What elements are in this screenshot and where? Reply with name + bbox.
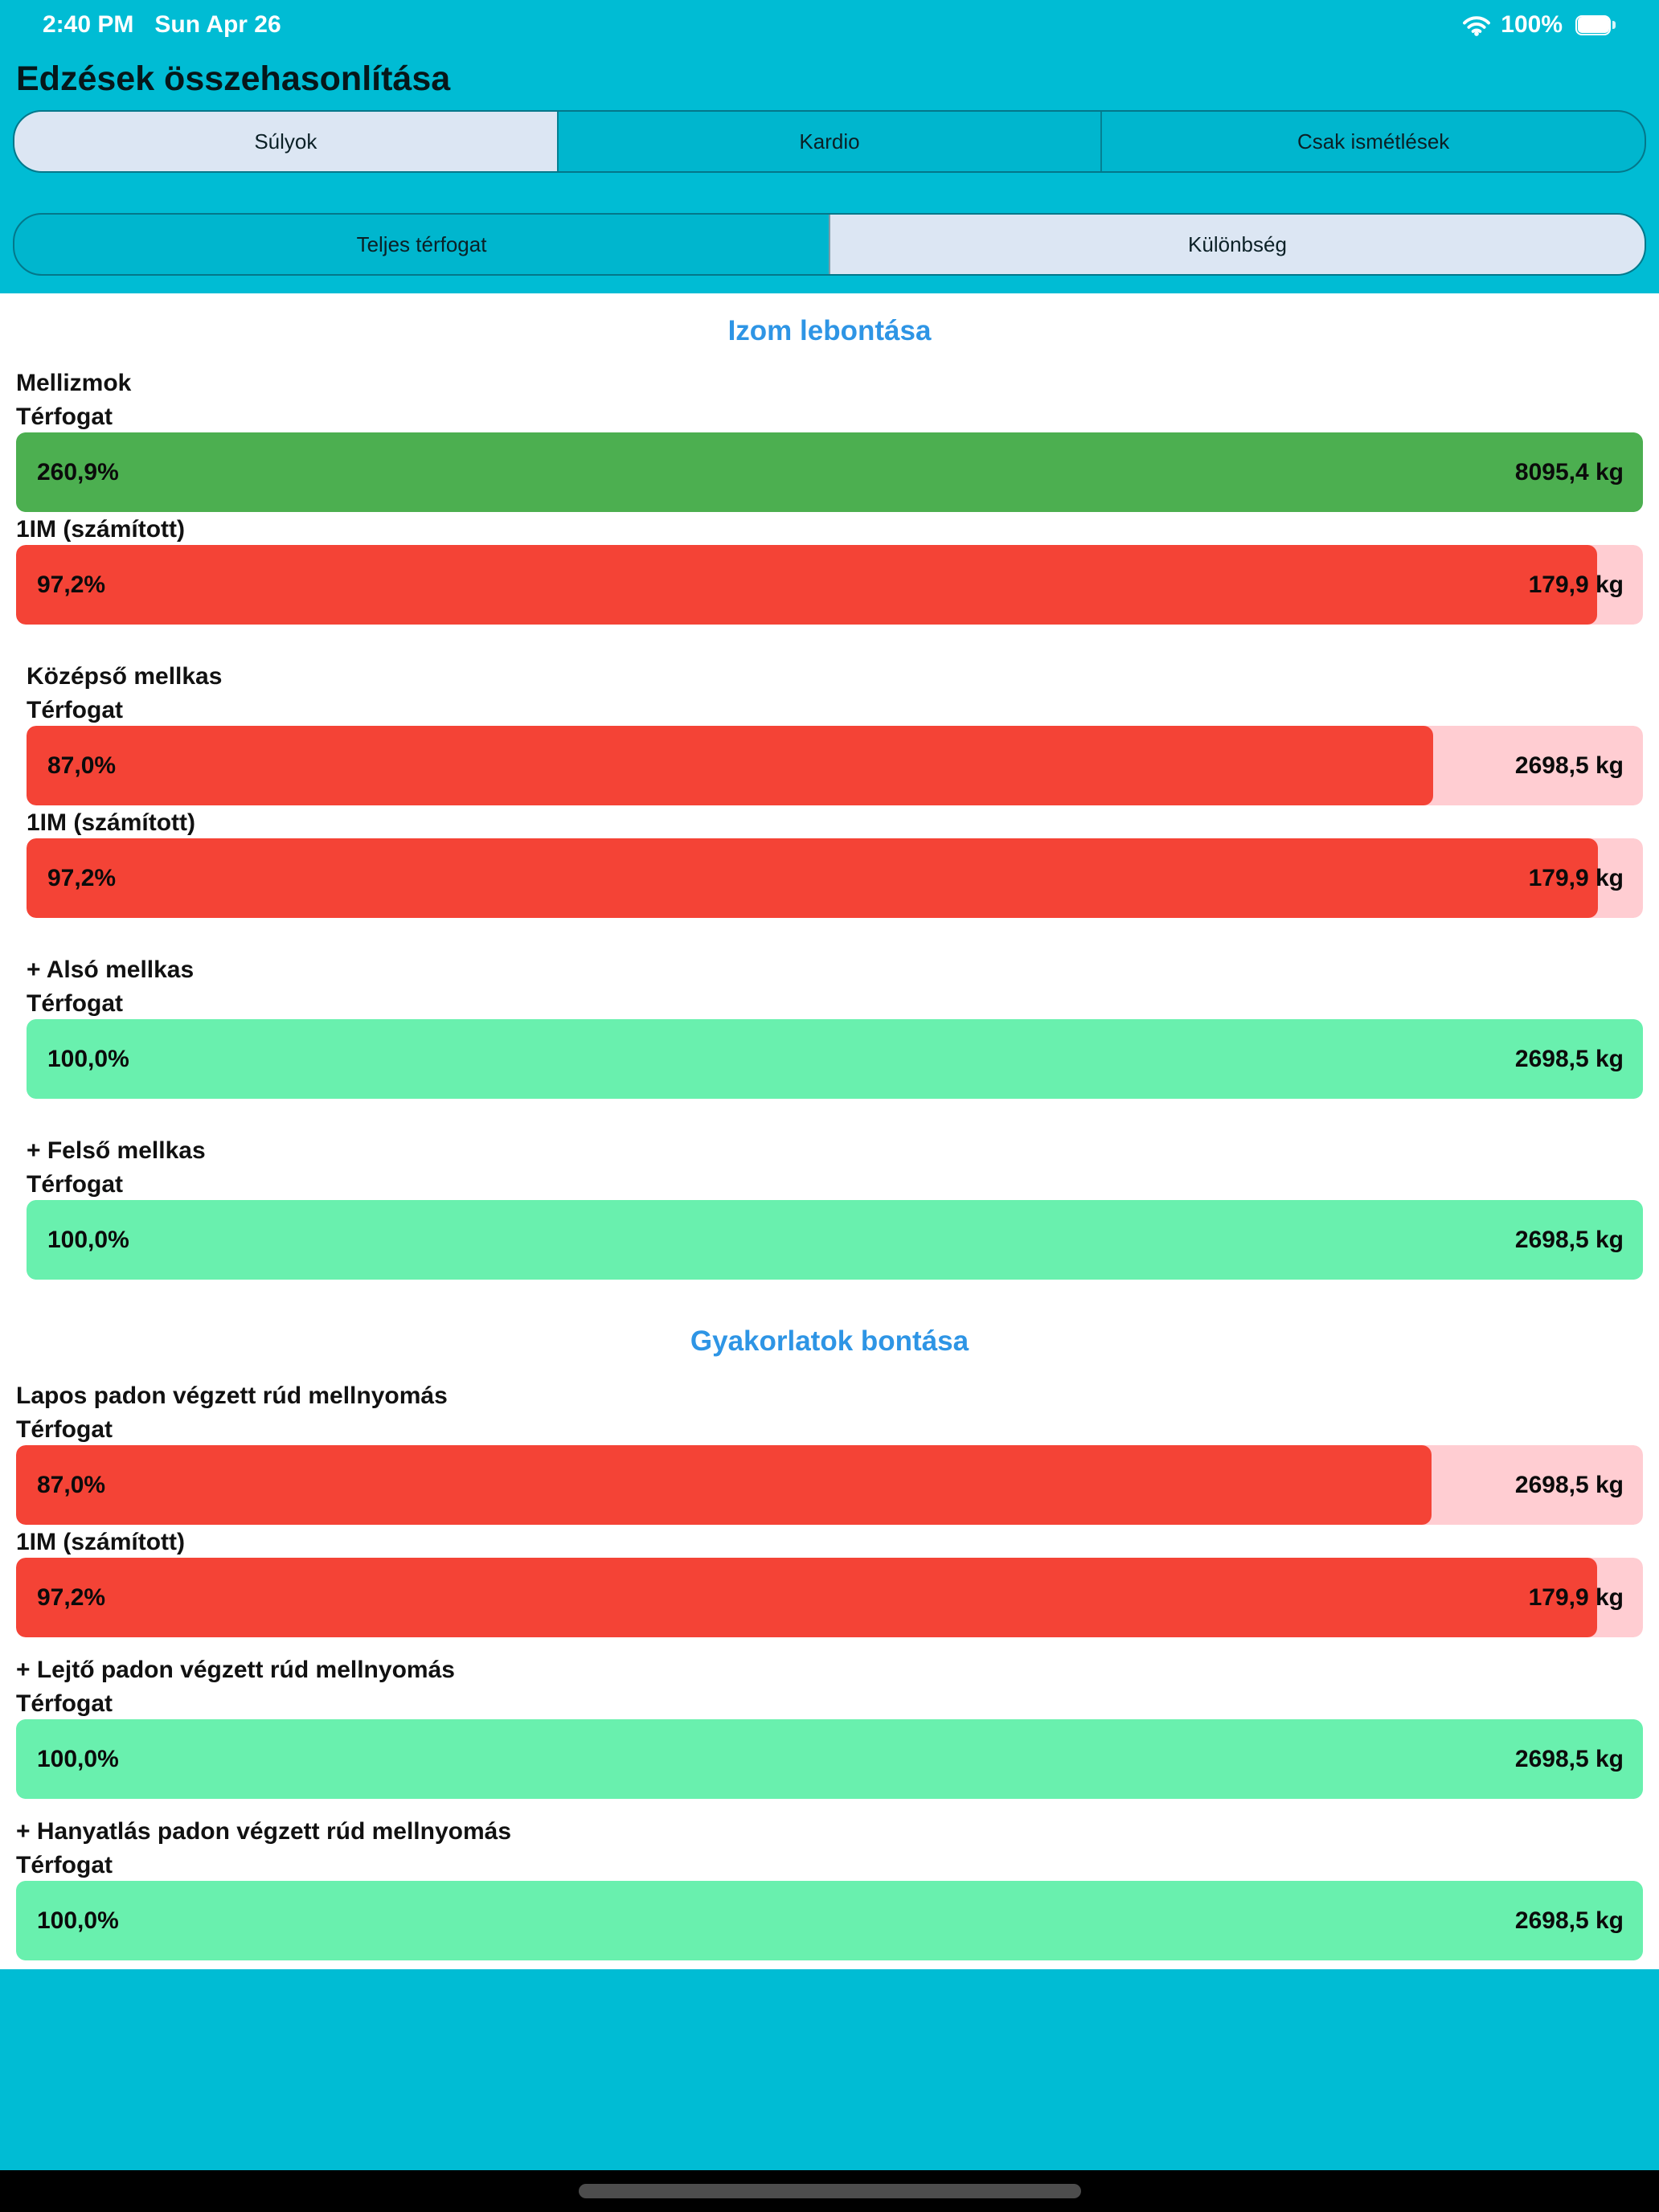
- bar-percent-label: 100,0%: [47, 1226, 129, 1253]
- metric-label: 1IM (számított): [16, 516, 185, 543]
- bar-percent-label: 87,0%: [47, 752, 117, 779]
- metric-segmented-control[interactable]: [13, 110, 1646, 173]
- bar-value-label: 179,9 kg: [1528, 571, 1624, 598]
- bar-fill: [27, 1019, 1643, 1099]
- group-name: + Hanyatlás padon végzett rúd mellnyomás: [16, 1818, 512, 1845]
- group-lapos-padon-v-gzett-r-d-mellnyom-s: [16, 1381, 1643, 1637]
- bar-fill: [16, 1558, 1597, 1637]
- metric-bar: [27, 1200, 1643, 1280]
- group-name: + Lejtő padon végzett rúd mellnyomás: [16, 1657, 455, 1683]
- metric-bar: [16, 432, 1643, 512]
- bar-percent-label: 100,0%: [47, 1045, 129, 1072]
- metric-bar: [16, 1558, 1643, 1637]
- home-indicator[interactable]: [579, 2184, 1081, 2198]
- bar-value-label: 2698,5 kg: [1514, 1907, 1624, 1934]
- content-scroll[interactable]: [0, 293, 1659, 1969]
- metric-label: Térfogat: [16, 1690, 113, 1717]
- group-name: Mellizmok: [16, 370, 132, 396]
- bar-fill: [16, 1445, 1432, 1525]
- bar-fill: [16, 545, 1597, 625]
- metric-label: Térfogat: [16, 1416, 113, 1443]
- bar-percent-label: 97,2%: [37, 571, 106, 598]
- segment-option-csak-ism-tl-sek[interactable]: Csak ismétlések: [1100, 112, 1645, 171]
- group-k-z-ps-mellkas: [27, 662, 1643, 918]
- metric-label: Térfogat: [27, 1171, 123, 1198]
- metric-label: Térfogat: [27, 697, 123, 723]
- bar-fill: [27, 726, 1433, 805]
- metric-bar: [16, 1445, 1643, 1525]
- group-mellizmok: [16, 368, 1643, 625]
- metric-label: Térfogat: [27, 990, 123, 1017]
- bar-fill: [16, 1719, 1643, 1799]
- metric-bar: [27, 1019, 1643, 1099]
- segment-option-kardio[interactable]: Kardio: [557, 112, 1101, 171]
- status-bar: [0, 0, 1659, 45]
- bar-value-label: 179,9 kg: [1528, 1583, 1624, 1611]
- bar-fill: [16, 1881, 1643, 1960]
- group-hanyatl-s-padon-v-gzett-r-d-mellnyom-s: [16, 1817, 1643, 1960]
- bar-value-label: 2698,5 kg: [1514, 752, 1624, 779]
- bar-percent-label: 100,0%: [37, 1907, 119, 1934]
- group-name: Középső mellkas: [27, 663, 223, 690]
- status-date: Sun Apr 26: [154, 11, 281, 38]
- bar-fill: [16, 432, 1643, 512]
- metric-label: 1IM (számított): [27, 809, 195, 836]
- battery-icon: [1575, 15, 1616, 35]
- bar-percent-label: 100,0%: [37, 1745, 119, 1772]
- segment-option-k-l-nbs-g[interactable]: Különbség: [829, 215, 1645, 274]
- metric-label: 1IM (számított): [16, 1529, 185, 1555]
- battery-percent-label: 100%: [1501, 11, 1563, 38]
- metric-label: Térfogat: [16, 1852, 113, 1878]
- group-name: + Felső mellkas: [27, 1137, 206, 1164]
- clock: 2:40 PM: [43, 11, 134, 38]
- bar-value-label: 2698,5 kg: [1514, 1045, 1624, 1072]
- group-name: Lapos padon végzett rúd mellnyomás: [16, 1382, 448, 1409]
- section-heading-muscles: Izom lebontása: [727, 315, 932, 346]
- bar-percent-label: 87,0%: [37, 1471, 106, 1498]
- segment-option-s-lyok[interactable]: Súlyok: [14, 112, 557, 171]
- bar-percent-label: 97,2%: [37, 1583, 106, 1611]
- metric-bar: [16, 545, 1643, 625]
- group-name: + Alsó mellkas: [27, 956, 195, 983]
- page-title: Edzések összehasonlítása: [16, 59, 451, 98]
- bar-percent-label: 260,9%: [37, 458, 119, 485]
- bar-value-label: 8095,4 kg: [1514, 458, 1624, 485]
- segment-option-teljes-t-rfogat[interactable]: Teljes térfogat: [14, 215, 829, 274]
- bar-fill: [27, 838, 1598, 918]
- mode-segmented-control[interactable]: [13, 213, 1646, 276]
- section-heading-exercises: Gyakorlatok bontása: [690, 1325, 969, 1357]
- metric-bar: [27, 726, 1643, 805]
- group-fels-mellkas: [27, 1136, 1643, 1280]
- home-indicator-area: [0, 2170, 1659, 2212]
- bar-value-label: 2698,5 kg: [1514, 1471, 1624, 1498]
- group-lejt-padon-v-gzett-r-d-mellnyom-s: [16, 1655, 1643, 1799]
- bar-value-label: 179,9 kg: [1528, 864, 1624, 891]
- wifi-icon: [1462, 14, 1491, 36]
- footer-spacer: [0, 1969, 1659, 2170]
- metric-label: Térfogat: [16, 403, 113, 430]
- bar-percent-label: 97,2%: [47, 864, 117, 891]
- bar-value-label: 2698,5 kg: [1514, 1226, 1624, 1253]
- bar-value-label: 2698,5 kg: [1514, 1745, 1624, 1772]
- metric-bar: [16, 1881, 1643, 1960]
- bar-fill: [27, 1200, 1643, 1280]
- metric-bar: [16, 1719, 1643, 1799]
- group-als-mellkas: [27, 955, 1643, 1099]
- metric-bar: [27, 838, 1643, 918]
